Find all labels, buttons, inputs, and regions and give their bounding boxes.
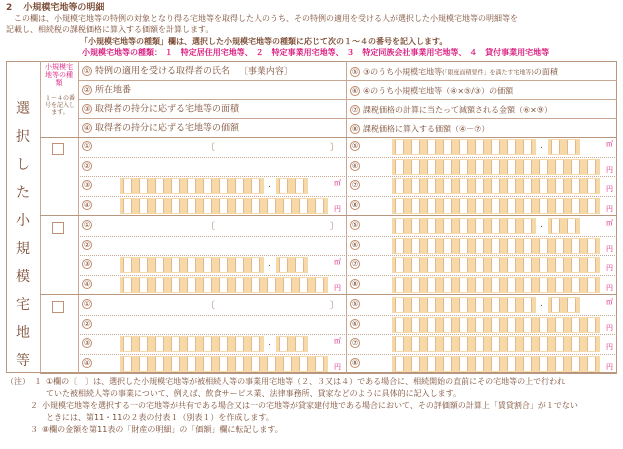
unit-yen: 円 <box>606 185 613 193</box>
header-7: ⑦ 課税価格の計算に当たって減額される金額（⑥×⑨） <box>351 105 553 115</box>
unit-sqm: ㎡ <box>334 258 341 266</box>
unit-sqm: ㎡ <box>334 337 341 345</box>
note-1a: （注） １ ①欄の〔 〕は、選択した小規模宅地等が被相続人等の事業用宅地等（２、３又は４）である場合に、相続開始の直前にその宅地等の上で行われ <box>6 377 566 386</box>
row-label-left: ③ <box>83 260 91 268</box>
acquirer-name-input[interactable]: 〔 〕 <box>206 222 340 232</box>
row-label-left: ④ <box>83 279 91 288</box>
value-input[interactable] <box>120 198 328 214</box>
row-label-right: ⑧ <box>351 358 359 367</box>
value-input[interactable] <box>120 356 328 372</box>
row-label-left: ④ <box>83 200 91 209</box>
row-label-right: ⑧ <box>351 200 359 209</box>
area-input[interactable] <box>120 257 264 273</box>
row-label-left: ① <box>83 300 91 308</box>
row-label-left: ② <box>83 319 91 328</box>
row-label-right: ⑥ <box>351 161 359 170</box>
row-label-left: ① <box>83 142 91 150</box>
note-1b: ていた被相続人等の事業について、例えば、飲食サービス業、法律事務所、貸家などのように具体的に記入します。 <box>46 389 462 398</box>
type-2: ２ 特定事業用宅地等、 <box>255 48 344 57</box>
row-label-right: ⑧ <box>351 279 359 288</box>
section-title: 小規模宅地等の明細 <box>23 3 105 13</box>
amount-input[interactable] <box>392 238 600 254</box>
row-label-left: ④ <box>83 358 91 367</box>
area-input[interactable] <box>120 178 264 194</box>
row-label-right: ⑥ <box>351 319 359 328</box>
type-4: ４ 貸付事業用宅地等 <box>469 48 550 57</box>
row-label-left: ① <box>83 221 91 229</box>
small-area-input[interactable] <box>392 139 536 155</box>
row-label-right: ⑥ <box>351 240 359 249</box>
header-6: ⑥ ④のうち小規模宅地等（④×⑤/③）の価額 <box>351 86 514 96</box>
unit-sqm: ㎡ <box>334 179 341 187</box>
row-label-right: ⑤ <box>351 221 359 229</box>
unit-sqm: ㎡ <box>606 219 613 227</box>
small-area-input[interactable] <box>392 297 536 313</box>
unit-yen: 円 <box>606 362 613 371</box>
note-2b: ときには、第11・11の２表の付表１（別表１）を作成します。 <box>46 413 274 422</box>
unit-yen: 円 <box>334 204 341 213</box>
header-4: ④ 取得者の持分に応ずる宅地等の価額 <box>83 123 240 134</box>
acquirer-name-input[interactable]: 〔 〕 <box>206 301 340 311</box>
type-number-box[interactable] <box>52 301 64 313</box>
types-list <box>82 48 549 58</box>
address-input[interactable] <box>98 317 343 332</box>
type-number-box[interactable] <box>52 143 64 155</box>
amount-input[interactable] <box>392 178 600 194</box>
intro-line-1: この欄は、小規模宅地等の特例の対象となり得る宅地等を取得した人のうち、その特例の適用を受ける人が選択した小規模宅地等の明細等を <box>14 14 518 23</box>
type-col-header: 小規模宅地等の種類 <box>45 63 73 87</box>
header-5: ⑤ ③のうち小規模宅地等(「限度面積要件」を満たす宅地等)の面積 <box>351 67 558 77</box>
amount-input[interactable] <box>392 198 600 214</box>
amount-input[interactable] <box>392 159 600 175</box>
amount-input[interactable] <box>392 317 600 333</box>
type-number-box[interactable] <box>52 222 64 234</box>
amount-input[interactable] <box>392 336 600 352</box>
row-label-left: ② <box>83 240 91 249</box>
header-3: ③ 取得者の持分に応ずる宅地等の面積 <box>83 104 240 115</box>
unit-yen: 円 <box>606 323 613 332</box>
type-1: １ 特定居住用宅地等、 <box>164 48 253 57</box>
intro-line-2: 記載し、相続税の課税価格に算入する価額を計算します。 <box>6 25 214 34</box>
row-label-left: ③ <box>83 181 91 189</box>
unit-sqm: ㎡ <box>606 140 613 148</box>
header-2: ② 所在地番 <box>83 85 132 96</box>
unit-yen: 円 <box>606 343 613 351</box>
address-input[interactable] <box>98 238 343 253</box>
instruction-text: 「小規模宅地等の種類」欄は、選択した小規模宅地等の種類に応じて次の１～４の番号を記入します。 <box>80 37 448 46</box>
value-input[interactable] <box>120 277 328 293</box>
unit-yen: 円 <box>606 204 613 213</box>
row-label-right: ⑦ <box>351 339 359 347</box>
row-label-right: ⑦ <box>351 260 359 268</box>
note-3: ３ ⑧欄の金額を第11表の「財産の明細」の「価額」欄に転記します。 <box>30 425 283 434</box>
header-1: ① 特例の適用を受ける取得者の氏名 〔事業内容〕 <box>83 66 293 77</box>
row-label-right: ⑤ <box>351 142 359 150</box>
amount-input[interactable] <box>392 257 600 273</box>
unit-yen: 円 <box>334 362 341 371</box>
type-3: ３ 特定同族会社事業用宅地等、 <box>346 48 467 57</box>
types-label: 小規模宅地等の種類： <box>82 48 162 57</box>
amount-input[interactable] <box>392 277 600 293</box>
unit-yen: 円 <box>606 165 613 174</box>
unit-yen: 円 <box>334 283 341 292</box>
unit-sqm: ㎡ <box>606 298 613 306</box>
small-area-input[interactable] <box>392 218 536 234</box>
unit-yen: 円 <box>606 283 613 292</box>
row-label-right: ⑤ <box>351 300 359 308</box>
section-number: 2 <box>6 3 13 13</box>
unit-yen: 円 <box>606 244 613 253</box>
note-2a: ２ 小規模宅地等を選択する一の宅地等が共有である場合又は一の宅地等が貸家建付地である場合において、その評価額の計算上「賃貸割合」が１でない <box>30 401 578 410</box>
unit-yen: 円 <box>606 264 613 272</box>
row-label-right: ⑦ <box>351 181 359 189</box>
area-input[interactable] <box>120 336 264 352</box>
amount-input[interactable] <box>392 356 600 372</box>
row-label-left: ② <box>83 161 91 170</box>
type-col-note: １～４の番号を記入します。 <box>44 95 75 116</box>
row-label-left: ③ <box>83 339 91 347</box>
header-8: ⑧ 課税価格に算入する価額（④－⑦） <box>351 124 490 134</box>
acquirer-name-input[interactable]: 〔 〕 <box>206 143 340 153</box>
address-input[interactable] <box>98 159 343 174</box>
